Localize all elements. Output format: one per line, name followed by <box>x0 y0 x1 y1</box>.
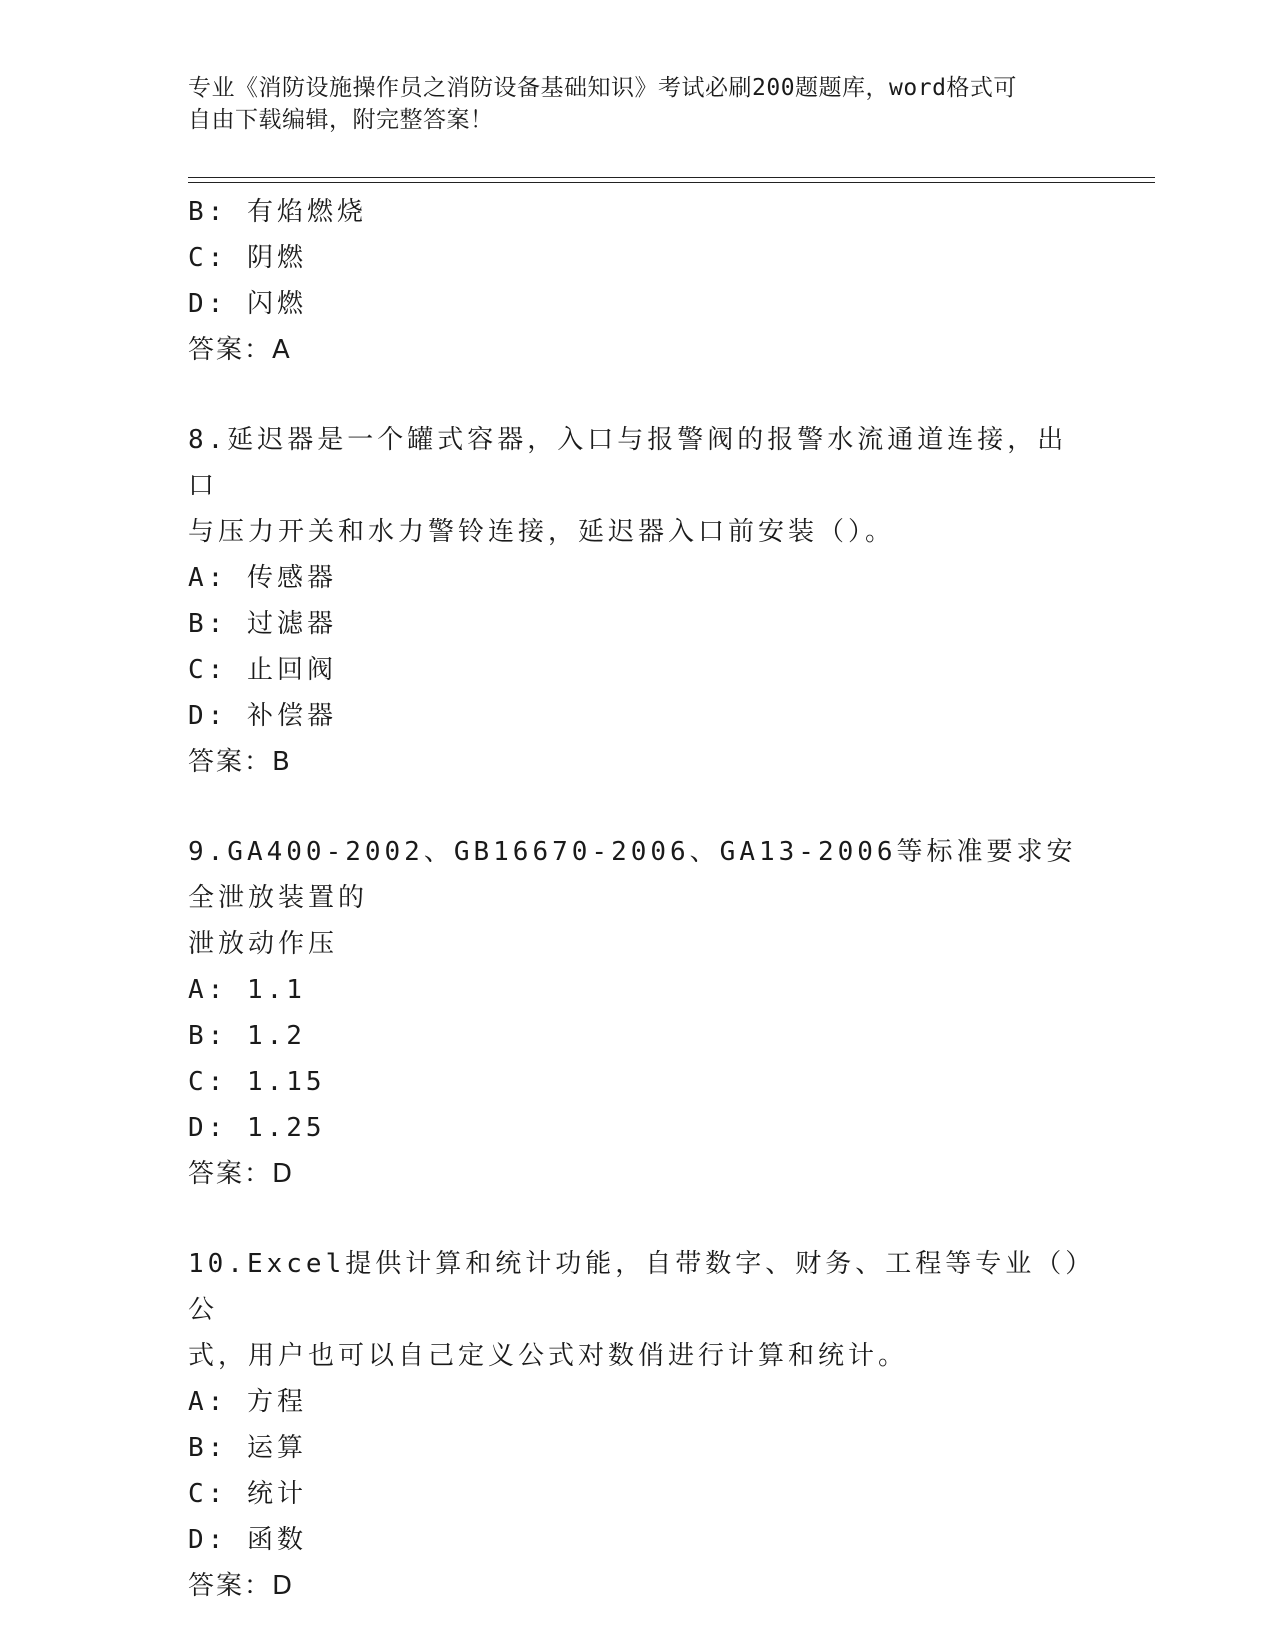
answer-label: 答案：D <box>188 1571 295 1601</box>
option-b: B: 运算 <box>188 1433 307 1463</box>
option-b: B: 过滤器 <box>188 609 337 639</box>
option-d: D: 闪燃 <box>188 289 307 319</box>
option-d: D: 补偿器 <box>188 701 337 731</box>
question-7-continued <box>188 189 1088 373</box>
document-header <box>188 72 1068 136</box>
answer-label: 答案：B <box>188 747 292 777</box>
header-title-line-2: 自由下载编辑，附完整答案！ <box>188 107 494 133</box>
question-text-line-2: 式，用户也可以自己定义公式对数俏进行计算和统计。 <box>188 1341 909 1371</box>
option-a: A: 方程 <box>188 1387 307 1417</box>
question-9 <box>188 829 1088 1197</box>
option-c: C: 止回阀 <box>188 655 337 685</box>
answer-label: 答案：A <box>188 335 292 365</box>
header-divider-bottom <box>188 182 1155 183</box>
question-text <box>188 1241 1088 1379</box>
question-8 <box>188 417 1088 785</box>
spacer <box>188 373 1088 417</box>
option-d: D: 函数 <box>188 1525 307 1555</box>
header-divider-top <box>188 177 1155 178</box>
question-text <box>188 829 1088 967</box>
option-c: C: 1.15 <box>188 1067 326 1097</box>
question-text-line-1: 9.GA400-2002、GB16670-2006、GA13-2006等标准要求安全泄放装置的 <box>188 837 1077 913</box>
spacer <box>188 785 1088 829</box>
question-text <box>188 417 1088 555</box>
question-text-line-1: 10.Excel提供计算和统计功能，自带数字、财务、工程等专业（）公 <box>188 1249 1083 1325</box>
option-a: A: 传感器 <box>188 563 337 593</box>
spacer <box>188 1197 1088 1241</box>
header-title-line-1: 专业《消防设施操作员之消防设备基础知识》考试必刷200题题库，word格式可 <box>188 75 1017 101</box>
question-10 <box>188 1241 1088 1609</box>
question-text-line-2: 泄放动作压 <box>188 929 339 959</box>
option-d: D: 1.25 <box>188 1113 326 1143</box>
option-c: C: 统计 <box>188 1479 307 1509</box>
option-b: B: 1.2 <box>188 1021 306 1051</box>
option-c: C: 阴燃 <box>188 243 307 273</box>
option-b: B: 有焰燃烧 <box>188 197 367 227</box>
question-text-line-2: 与压力开关和水力警铃连接，延迟器入口前安装（）。 <box>188 517 896 547</box>
question-text-line-1: 8.延迟器是一个罐式容器，入口与报警阀的报警水流通道连接，出口 <box>188 425 1068 501</box>
answer-label: 答案：D <box>188 1159 295 1189</box>
option-a: A: 1.1 <box>188 975 306 1005</box>
question-list <box>188 189 1088 1609</box>
